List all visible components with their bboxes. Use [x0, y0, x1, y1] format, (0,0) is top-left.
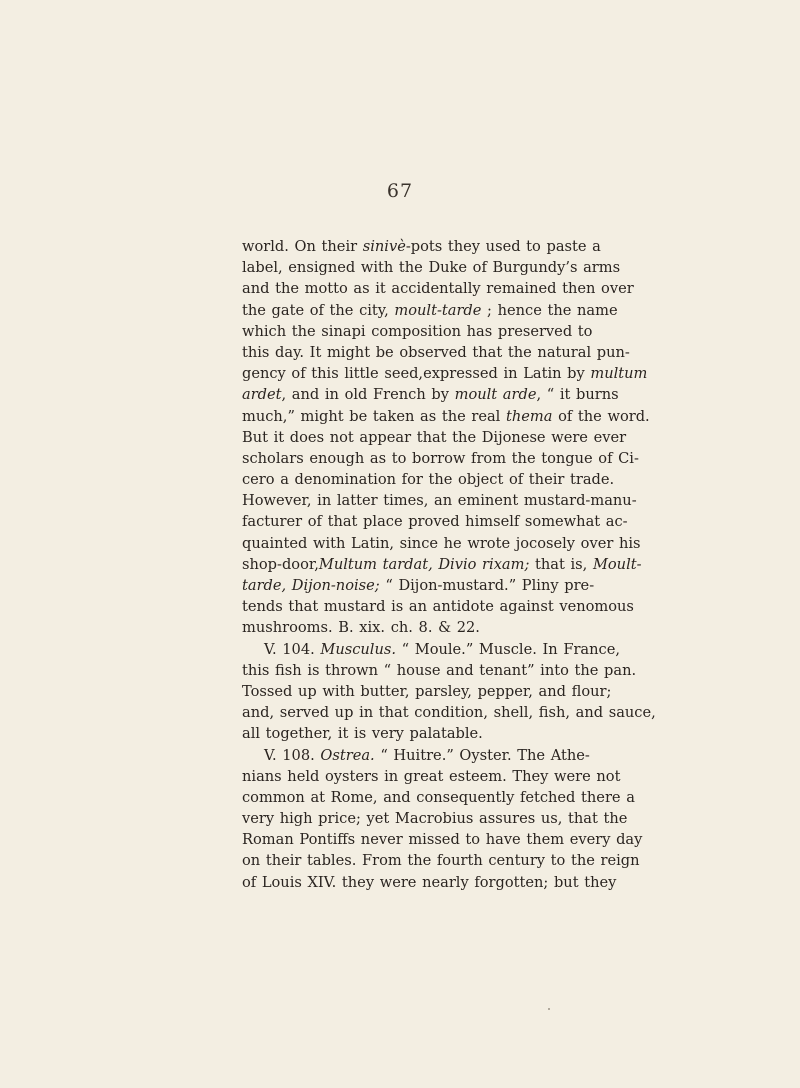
text-line [242, 342, 790, 363]
italic-text: multum [590, 365, 648, 383]
text-line [242, 321, 790, 342]
text-line [242, 363, 790, 384]
text-run: However, in latter times, an eminent mustard-manu- [242, 492, 637, 510]
text-run: tends that mustard is an antidote against venomous [242, 598, 634, 616]
text-line [242, 469, 790, 490]
text-run: and, served up in that condition, shell, fish, and sauce, [242, 704, 656, 722]
text-run: the gate of the city, [242, 301, 395, 319]
text-run: and the motto as it accidentally remained then over [242, 280, 634, 298]
italic-text: tarde, Dijon-noise; [242, 577, 380, 594]
italic-text: thema [506, 407, 553, 425]
text-line [242, 257, 790, 278]
italic-text: Moult- [592, 555, 642, 573]
text-line [242, 850, 790, 871]
text-line [242, 660, 790, 681]
text-run: label, ensigned with the Duke of Burgundy’s arms [242, 259, 621, 277]
text-run: this day. It might be observed that the natural pun- [242, 343, 630, 361]
text-run: But it does not appear that the Dijonese were ever [242, 428, 627, 446]
text-line [242, 872, 790, 893]
text-run: that is, [529, 555, 593, 573]
text-run: gency of this little seed,expressed in Latin by [242, 365, 591, 383]
text-run: all together, it is very palatable. [242, 725, 483, 743]
text-run: “ Dijon-mustard.” Pliny pre- [379, 577, 595, 594]
text-run: Tossed up with butter, parsley, pepper, and flour; [242, 682, 612, 700]
text-run: Roman Pontiffs never missed to have them every day [242, 831, 643, 849]
italic-text: moult arde [454, 386, 537, 404]
text-run: quainted with Latin, since he wrote jocosely over his [242, 534, 641, 552]
text-line [242, 723, 790, 744]
text-run: , and in old French by [281, 386, 455, 404]
text-line [242, 575, 790, 596]
text-run: very high price; yet Macrobius assures us, that the [242, 810, 628, 828]
text-line [242, 681, 790, 702]
italic-text: Ostrea. [320, 746, 375, 764]
text-run: facturer of that place proved himself somewhat ac- [242, 513, 628, 531]
text-run: ; hence the name [481, 301, 618, 319]
paper-speck [548, 1008, 550, 1010]
text-line [242, 533, 790, 554]
text-run: much,” might be taken as the real [242, 407, 506, 425]
text-run: world. On their [242, 238, 363, 255]
text-run: this fish is thrown “ house and tenant” into the pan. [242, 661, 637, 679]
italic-text: moult-tarde [394, 301, 482, 319]
italic-text: Multum tardat, Divio rixam; [318, 555, 530, 573]
text-run: on their tables. From the fourth century to the reign [242, 852, 640, 870]
text-run: common at Rome, and consequently fetched there a [242, 788, 635, 806]
text-line [242, 236, 790, 257]
italic-text: sinivè [362, 238, 406, 255]
text-line [242, 511, 790, 532]
text-run: “ Huitre.” Oyster. The Athe- [374, 746, 590, 764]
text-line [242, 384, 790, 405]
text-run: shop-door, [242, 555, 319, 573]
text-run: cero a denomination for the object of their trade. [242, 471, 615, 489]
text-line [242, 427, 790, 448]
text-run: of the word. [552, 407, 650, 425]
text-line [242, 300, 790, 321]
text-line [242, 766, 790, 787]
text-line [242, 639, 790, 660]
text-run: V. 108. [264, 746, 321, 764]
text-line [242, 490, 790, 511]
text-line [242, 448, 790, 469]
italic-text: Musculus. [320, 640, 397, 658]
text-run: nians held oysters in great esteem. They were not [242, 767, 621, 785]
text-line [242, 596, 790, 617]
text-line [242, 617, 790, 638]
text-run: of Louis XIV. they were nearly forgotten; but they [242, 873, 617, 891]
text-line [242, 808, 790, 829]
text-run: V. 104. [264, 640, 321, 658]
text-run: scholars enough as to borrow from the tongue of Ci- [242, 449, 639, 467]
italic-text: ardet [242, 386, 282, 404]
text-line [242, 787, 790, 808]
text-line [242, 554, 790, 575]
text-line [242, 406, 790, 427]
text-run: mushrooms. B. xix. ch. 8. & 22. [242, 619, 480, 637]
text-line [242, 278, 790, 299]
text-line [242, 829, 790, 850]
text-run: -pots they used to paste a [405, 238, 601, 255]
body-text [242, 236, 790, 893]
text-run: which the sinapi composition has preserved to [242, 322, 593, 340]
text-line [242, 745, 790, 766]
page-number: 67 [386, 180, 414, 202]
text-run: “ Moule.” Muscle. In France, [396, 640, 620, 658]
text-run: , “ it burns [536, 386, 619, 404]
text-line [242, 702, 790, 723]
